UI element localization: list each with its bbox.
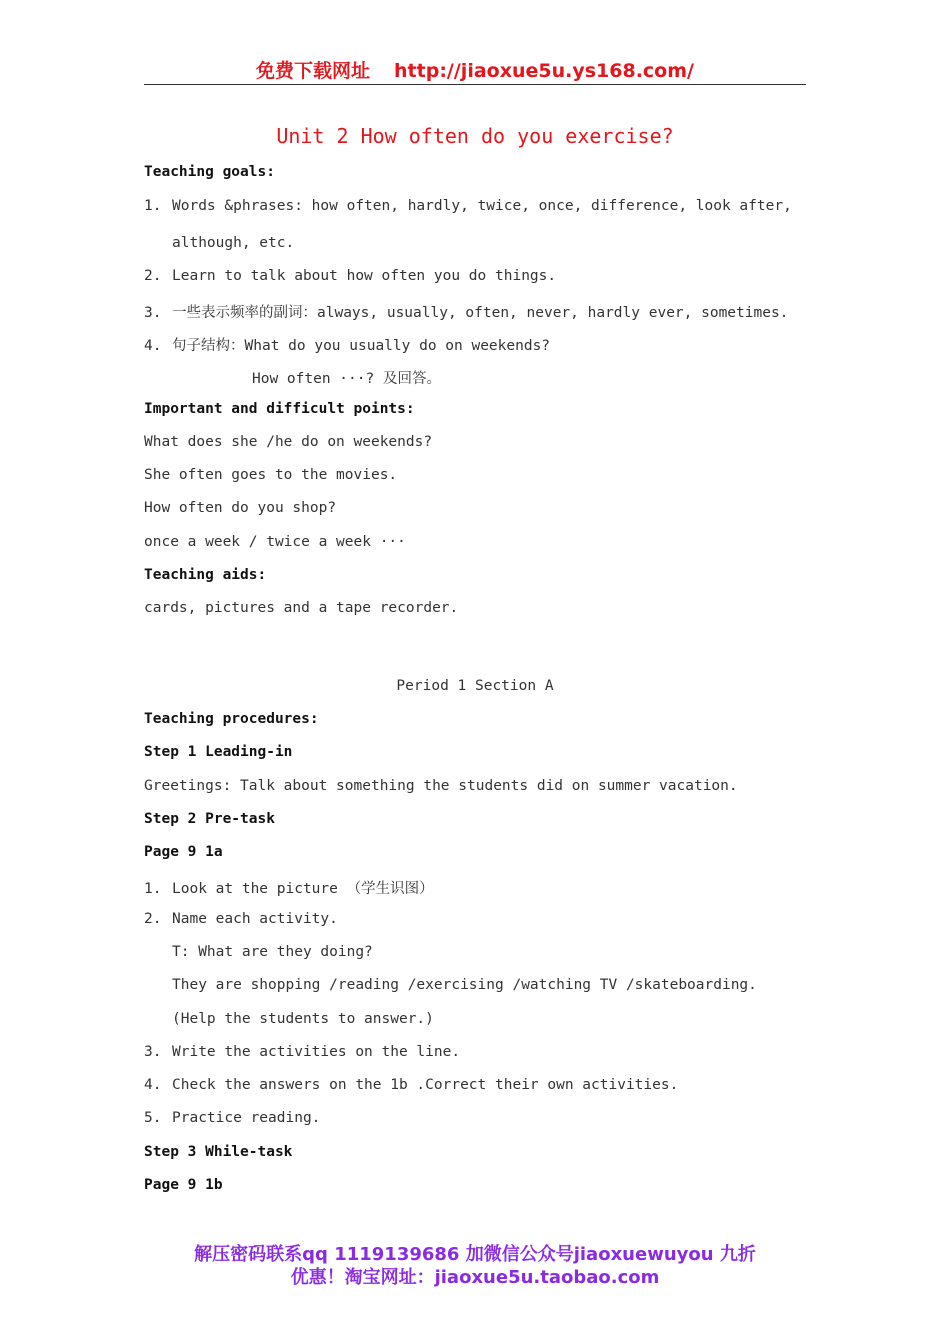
goals-heading: Teaching goals: <box>144 164 275 180</box>
procedure-text: Write the activities on the line. <box>172 1044 461 1060</box>
goal-text: 一些表示频率的副词：always, usually, often, never, hardly ever, sometimes. <box>172 305 789 321</box>
points-heading: Important and difficult points: <box>144 401 415 417</box>
procedure-number: 1. <box>144 881 162 897</box>
dialog-line: T: What are they doing? <box>172 944 373 960</box>
procedure-text: Practice reading. <box>172 1110 321 1126</box>
goal-text: Learn to talk about how often you do things. <box>172 268 557 284</box>
period-title: Period 1 Section A <box>396 678 554 694</box>
procedure-item-3 <box>144 1044 460 1060</box>
procedure-number: 3. <box>144 1044 162 1060</box>
footer-line-2: 优惠！淘宝网址：jiaoxue5u.taobao.com <box>290 1267 660 1288</box>
page-1a-heading: Page 9 1a <box>144 844 223 860</box>
goal-item-1 <box>144 198 792 214</box>
page-1b-heading: Page 9 1b <box>144 1177 223 1193</box>
goal-text: Words &phrases: how often, hardly, twice, once, difference, look after, <box>172 198 792 214</box>
dialog-line: They are shopping /reading /exercising /watching TV /skateboarding. <box>172 977 757 993</box>
procedure-item-2 <box>144 911 338 927</box>
procedure-number: 4. <box>144 1077 162 1093</box>
goal-text: 句子结构：What do you usually do on weekends? <box>172 338 551 354</box>
procedure-text: Look at the picture （学生识图） <box>172 881 434 897</box>
point-line: What does she /he do on weekends? <box>144 434 433 450</box>
goal-item-2 <box>144 268 556 284</box>
procedure-item-4 <box>144 1077 678 1093</box>
goal-number: 2. <box>144 268 162 284</box>
procedures-heading: Teaching procedures: <box>144 711 319 727</box>
procedure-text: Name each activity. <box>172 911 338 927</box>
footer-line-1: 解压密码联系qq 1119139686 加微信公众号jiaoxuewuyou 九折 <box>194 1244 756 1265</box>
greetings-text: Greetings: Talk about something the students did on summer vacation. <box>144 778 738 794</box>
point-line: once a week / twice a week ··· <box>144 534 406 550</box>
goal-item-3 <box>144 301 788 322</box>
goal-number: 3. <box>144 305 162 321</box>
aids-heading: Teaching aids: <box>144 567 267 583</box>
point-line: How often do you shop? <box>144 500 337 516</box>
procedure-text: Check the answers on the 1b .Correct their own activities. <box>172 1077 679 1093</box>
procedure-item-5 <box>144 1110 320 1126</box>
step-1-heading: Step 1 Leading-in <box>144 744 293 760</box>
goal-number: 4. <box>144 338 162 354</box>
header-label: 免费下载网址 <box>256 60 371 82</box>
procedure-number: 2. <box>144 911 162 927</box>
goal-item-1-continued: although, etc. <box>172 235 295 251</box>
page-header <box>144 56 806 84</box>
procedure-number: 5. <box>144 1110 162 1126</box>
header-url-link[interactable]: http://jiaoxue5u.ys168.com/ <box>394 60 694 82</box>
goal-item-4-sub: How often ···? 及回答。 <box>252 371 441 387</box>
goal-number: 1. <box>144 198 162 214</box>
step-3-heading: Step 3 While-task <box>144 1144 293 1160</box>
step-2-heading: Step 2 Pre-task <box>144 811 275 827</box>
header-divider <box>144 84 806 85</box>
procedure-item-1 <box>144 877 434 898</box>
dialog-line: (Help the students to answer.) <box>172 1011 434 1027</box>
aids-text: cards, pictures and a tape recorder. <box>144 600 459 616</box>
goal-item-4 <box>144 334 550 355</box>
document-title: Unit 2 How often do you exercise? <box>276 124 674 148</box>
point-line: She often goes to the movies. <box>144 467 398 483</box>
